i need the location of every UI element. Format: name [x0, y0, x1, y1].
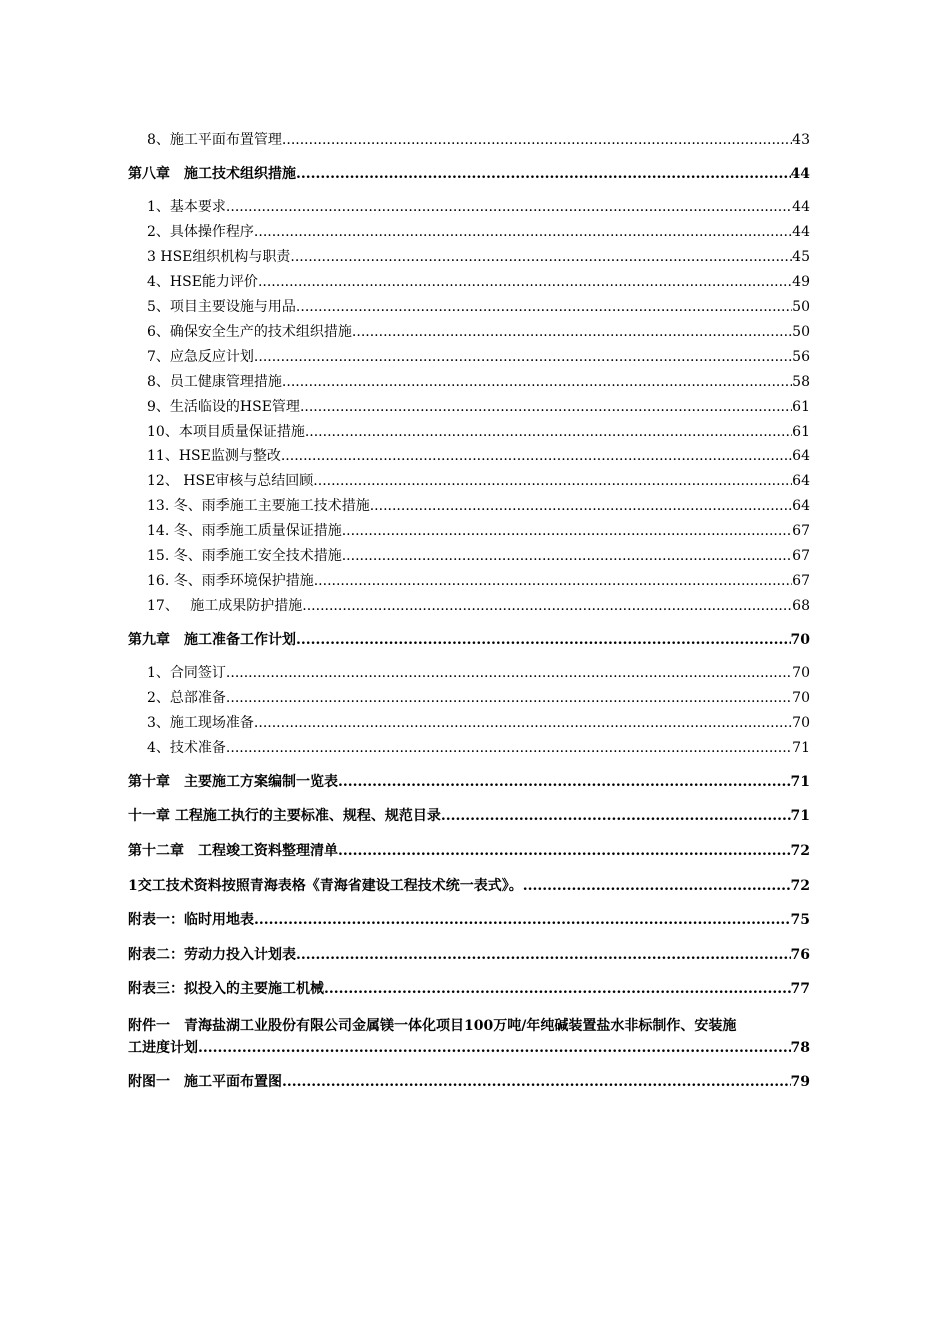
leader-dots	[282, 128, 792, 153]
leader-dots	[441, 799, 791, 834]
toc-entry-page-number: 67	[792, 572, 810, 589]
leader-dots	[296, 623, 791, 658]
toc-entry-page-number: 76	[790, 946, 810, 963]
toc-entry-title: 十一章 工程施工执行的主要标准、规程、规范目录	[128, 808, 441, 825]
toc-entry-page-number: 71	[790, 808, 810, 825]
toc-entry-page-number: 58	[792, 373, 810, 390]
leader-dots	[314, 569, 792, 594]
toc-entry-page-number: 70	[792, 715, 810, 731]
toc-entry-page-number: 50	[792, 323, 810, 340]
leader-dots	[226, 736, 792, 761]
toc-section-entry[interactable]	[128, 195, 810, 220]
leader-dots	[324, 972, 791, 1007]
toc-chapter-entry[interactable]	[128, 869, 810, 904]
leader-dots	[302, 594, 792, 619]
toc-section-entry[interactable]	[128, 395, 810, 420]
toc-entry-title: 15. 冬、雨季施工安全技术措施	[147, 547, 342, 564]
toc-entry-title: 8、员工健康管理措施	[147, 373, 282, 390]
leader-dots	[254, 711, 792, 736]
toc-entry-page-number: 71	[792, 739, 810, 756]
leader-dots	[254, 903, 791, 938]
leader-dots	[300, 395, 792, 420]
toc-section-entry[interactable]	[128, 686, 810, 711]
toc-entry-title: 3 HSE组织机构与职责	[147, 249, 291, 266]
leader-dots	[296, 938, 791, 973]
toc-entry-page-number: 44	[792, 199, 810, 216]
toc-entry-page-number: 50	[792, 299, 810, 316]
toc-entry-page-number: 64	[792, 498, 810, 515]
toc-entry-page-number: 43	[792, 132, 810, 148]
table-of-contents	[128, 128, 810, 1100]
toc-section-entry[interactable]	[128, 370, 810, 395]
leader-dots	[352, 320, 792, 345]
toc-attachment-entry[interactable]	[128, 1015, 810, 1059]
toc-entry-title: 4、技术准备	[147, 739, 226, 756]
leader-dots	[226, 661, 792, 686]
toc-entry-title: 第十章 主要施工方案编制一览表	[128, 773, 338, 790]
toc-section-entry[interactable]	[128, 661, 810, 686]
figure-page-number: 79	[790, 1073, 810, 1090]
toc-entry-page-number: 77	[790, 981, 810, 998]
toc-entry-page-number: 71	[790, 773, 810, 790]
toc-section-entry[interactable]	[128, 420, 810, 445]
toc-entry-title: 1交工技术资料按照青海表格《青海省建设工程技术统一表式》。	[128, 877, 523, 894]
toc-entry-title: 第九章 施工准备工作计划	[128, 631, 296, 648]
toc-entry-page-number: 61	[792, 398, 810, 415]
leader-dots	[290, 245, 792, 270]
toc-section-entry[interactable]	[128, 494, 810, 519]
toc-entry-page-number: 45	[792, 249, 810, 266]
toc-entry-page-number: 70	[792, 690, 810, 707]
leader-dots	[282, 370, 792, 395]
toc-entry-title: 附表三：拟投入的主要施工机械	[128, 981, 324, 998]
toc-figure-entry[interactable]	[128, 1065, 810, 1100]
attachment-page-number: 78	[790, 1039, 810, 1056]
toc-entry-title: 2、具体操作程序	[147, 224, 254, 241]
toc-entry-page-number: 64	[792, 473, 810, 490]
leader-dots	[254, 220, 792, 245]
toc-entry-title: 9、生活临设的HSE管理	[147, 398, 300, 415]
toc-entry-page-number: 64	[792, 448, 810, 465]
attachment-title-line2: 工进度计划	[128, 1039, 198, 1056]
leader-dots	[305, 420, 792, 445]
toc-section-entry[interactable]	[128, 594, 810, 619]
toc-entry-title: 17、 施工成果防护措施	[147, 597, 303, 614]
leader-dots	[370, 494, 792, 519]
leader-dots	[258, 270, 792, 295]
toc-chapter-entry[interactable]	[128, 157, 810, 192]
toc-entry-page-number: 67	[792, 523, 810, 540]
toc-section-entry[interactable]	[128, 320, 810, 345]
toc-entry-title: 13. 冬、雨季施工主要施工技术措施	[147, 498, 370, 515]
toc-entry-page-number: 70	[790, 631, 810, 648]
toc-entry-title: 11、HSE监测与整改	[147, 448, 281, 465]
toc-section-entry[interactable]	[128, 519, 810, 544]
leader-dots	[198, 1037, 791, 1059]
toc-entry-title: 2、总部准备	[147, 690, 226, 707]
toc-chapter-entry[interactable]	[128, 972, 810, 1007]
toc-section-entry[interactable]	[128, 711, 810, 736]
toc-entry-page-number: 61	[792, 423, 810, 440]
figure-title: 附图一 施工平面布置图	[128, 1073, 282, 1090]
toc-entry-title: 第八章 施工技术组织措施	[128, 165, 296, 182]
leader-dots	[338, 765, 791, 800]
toc-entry-page-number: 44	[792, 224, 810, 241]
toc-entry-title: 附表一：临时用地表	[128, 912, 254, 929]
toc-entry-title: 14. 冬、雨季施工质量保证措施	[147, 523, 342, 540]
toc-entry-title: 6、确保安全生产的技术组织措施	[147, 323, 352, 340]
toc-section-entry[interactable]	[128, 220, 810, 245]
toc-entry-page-number: 44	[790, 165, 810, 182]
leader-dots	[338, 834, 791, 869]
toc-section-entry[interactable]	[128, 736, 810, 761]
toc-section-entry[interactable]	[128, 544, 810, 569]
toc-entry-page-number: 56	[792, 348, 810, 365]
leader-dots	[226, 195, 792, 220]
toc-section-entry[interactable]	[128, 270, 810, 295]
toc-section-entry[interactable]	[128, 295, 810, 320]
toc-entry-page-number: 67	[792, 547, 810, 564]
toc-entry-title: 16. 冬、雨季环境保护措施	[147, 572, 314, 589]
toc-entry-title: 5、项目主要设施与用品	[147, 299, 296, 316]
toc-entry-title: 12、 HSE审核与总结回顾	[147, 473, 314, 490]
toc-section-entry[interactable]	[128, 569, 810, 594]
attachment-title-line1: 附件一 青海盐湖工业股份有限公司金属镁一体化项目100万吨/年纯碱装置盐水非标制作、安装施	[128, 1017, 737, 1034]
leader-dots	[296, 295, 792, 320]
toc-entry-title: 10、本项目质量保证措施	[147, 423, 305, 440]
leader-dots	[342, 544, 792, 569]
leader-dots	[342, 519, 792, 544]
leader-dots	[282, 1065, 791, 1100]
toc-chapter-entry[interactable]	[128, 623, 810, 658]
leader-dots	[226, 686, 792, 711]
toc-chapter-entry[interactable]	[128, 834, 810, 869]
leader-dots	[296, 157, 791, 192]
toc-entry-page-number: 72	[790, 877, 810, 894]
toc-entry-page-number: 70	[792, 665, 810, 682]
toc-section-entry[interactable]	[128, 469, 810, 494]
toc-chapter-entry[interactable]	[128, 903, 810, 938]
toc-entry-title: 1、合同签订	[147, 665, 226, 682]
toc-section-entry[interactable]	[128, 245, 810, 270]
toc-entry-title: 1、基本要求	[147, 199, 226, 216]
toc-chapter-entry[interactable]	[128, 799, 810, 834]
toc-entry-title: 4、HSE能力评价	[147, 274, 258, 291]
toc-entry-title: 8、施工平面布置管理	[147, 132, 282, 148]
toc-entry-page-number: 75	[790, 912, 810, 929]
toc-entry-page-number: 49	[792, 274, 810, 291]
toc-section-entry[interactable]	[128, 128, 810, 153]
toc-entry-page-number: 68	[792, 597, 810, 614]
toc-chapter-entry[interactable]	[128, 765, 810, 800]
toc-entry-title: 附表二：劳动力投入计划表	[128, 946, 296, 963]
toc-chapter-entry[interactable]	[128, 938, 810, 973]
toc-entry-page-number: 72	[790, 842, 810, 859]
toc-section-entry[interactable]	[128, 345, 810, 370]
toc-entry-title: 第十二章 工程竣工资料整理清单	[128, 842, 338, 859]
leader-dots	[281, 444, 792, 469]
toc-entry-title: 7、应急反应计划	[147, 348, 254, 365]
leader-dots	[523, 869, 791, 904]
toc-entry-title: 3、施工现场准备	[147, 715, 254, 731]
toc-section-entry[interactable]	[128, 444, 810, 469]
leader-dots	[313, 469, 792, 494]
leader-dots	[254, 345, 792, 370]
